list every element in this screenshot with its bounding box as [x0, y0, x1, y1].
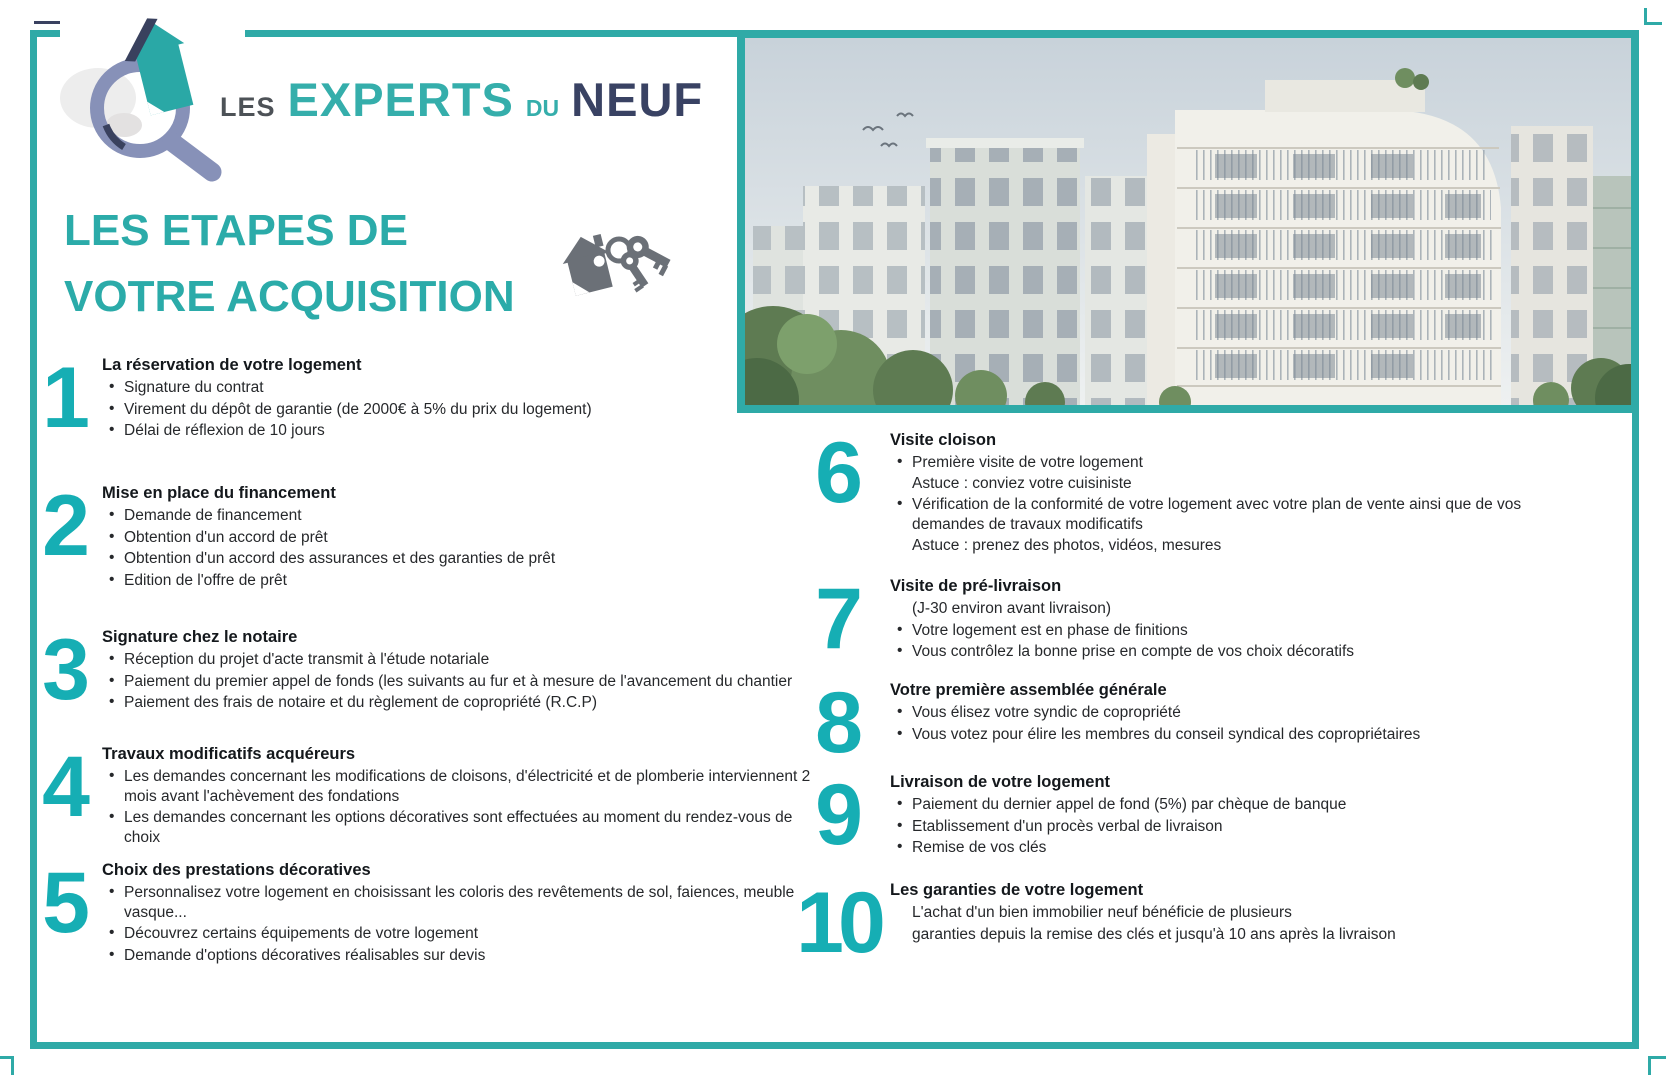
step-item: • Edition de l'offre de prêt — [102, 571, 555, 591]
step-item: • Première visite de votre logement Astuce : conviez votre cuisiniste — [890, 453, 1552, 493]
step-item: • Vérification de la conformité de votre logement avec votre plan de vente ainsi que de vos demandes de travaux modificatifs Astuce : prenez des photos, vidéos, mesures — [890, 495, 1552, 555]
step-body — [890, 577, 1354, 664]
step-item-note: Astuce : conviez votre cuisiniste — [912, 474, 1132, 492]
step-items — [890, 453, 1552, 555]
house-keys-icon — [556, 220, 674, 302]
step-item: • Remise de vos clés — [890, 838, 1346, 858]
step — [796, 875, 1396, 971]
step-body — [890, 881, 1396, 958]
step-item: • Signature du contrat — [102, 378, 592, 398]
step-item: • Vous contrôlez la bonne prise en compte de vos choix décoratifs — [890, 642, 1354, 662]
step-title: Votre première assemblée générale — [890, 681, 1167, 699]
step-item: • Paiement des frais de notaire et du règlement de copropriété (R.C.P) — [102, 693, 792, 713]
step-items — [890, 599, 1354, 662]
step-body — [890, 431, 1552, 557]
step-number: 8 — [815, 675, 861, 771]
step — [34, 350, 592, 446]
step-item: • Votre logement est en phase de finitions — [890, 621, 1354, 641]
step-item: • Les demandes concernant les options décoratives sont effectuées au moment du rendez-vous de choix — [102, 808, 819, 847]
step-items — [890, 903, 1396, 944]
step-item: garanties depuis la remise des clés et jusqu'à 10 ans après la livraison — [912, 925, 1396, 943]
step-item: • Demande d'options décoratives réalisables sur devis — [102, 946, 819, 966]
step-item: • Réception du projet d'acte transmit à l'étude notariale — [102, 650, 792, 670]
step — [34, 478, 556, 593]
step-items — [102, 378, 592, 441]
step-title: Mise en place du financement — [102, 484, 336, 502]
page-title-line2: VOTRE ACQUISITION — [64, 272, 515, 321]
step-number: 2 — [42, 478, 88, 574]
step-item: • Paiement du dernier appel de fond (5%) par chèque de banque — [890, 795, 1346, 815]
step-items — [102, 883, 819, 966]
step — [34, 855, 819, 968]
step-item: • Vous votez pour élire les membres du conseil syndical des copropriétaires — [890, 725, 1420, 745]
step — [796, 675, 1421, 771]
step-number: 6 — [815, 425, 861, 521]
step-body — [102, 628, 792, 715]
step-title: Signature chez le notaire — [102, 628, 298, 646]
logo-word-les: LES — [220, 92, 276, 122]
magnifier-house-icon — [60, 0, 245, 188]
step-body — [890, 681, 1420, 758]
building-photo — [737, 30, 1639, 413]
step-item-note: Astuce : prenez des photos, vidéos, mesures — [912, 536, 1222, 554]
step-number: 1 — [42, 350, 88, 446]
step-number: 10 — [796, 875, 880, 971]
logo-word-neuf: NEUF — [571, 73, 704, 126]
step-item: L'achat d'un bien immobilier neuf bénéficie de plusieurs — [912, 904, 1292, 921]
step-items — [102, 650, 792, 713]
step-items — [890, 703, 1420, 744]
step-number: 4 — [42, 739, 88, 835]
step-body — [102, 745, 819, 850]
logo — [220, 72, 703, 127]
step-title: Choix des prestations décoratives — [102, 861, 371, 879]
step-items — [102, 767, 819, 848]
step-body — [102, 356, 592, 443]
step-item: • Personnalisez votre logement en choisissant les coloris des revêtements de sol, faiences, meuble vasque... — [102, 883, 819, 922]
step — [796, 571, 1355, 667]
step-title: Visite cloison — [890, 431, 997, 449]
step-body — [102, 484, 555, 593]
corner-bracket-bottom-left — [0, 1056, 14, 1075]
step-title: La réservation de votre logement — [102, 356, 362, 374]
step-item: • Virement du dépôt de garantie (de 2000€ à 5% du prix du logement) — [102, 400, 592, 420]
step-body — [890, 773, 1346, 860]
step-title: Visite de pré-livraison — [890, 577, 1062, 595]
step — [34, 739, 819, 850]
step-item: • Paiement du premier appel de fonds (les suivants au fur et à mesure de l'avancement du chantier — [102, 672, 792, 692]
corner-bracket-top-right — [1644, 8, 1662, 25]
step — [34, 622, 793, 718]
step-item: • Etablissement d'un procès verbal de livraison — [890, 817, 1346, 837]
step-item: • Les demandes concernant les modifications de cloisons, d'électricité et de plomberie interviennent 2 mois avant l'achèvement des fondations — [102, 767, 819, 806]
step-item: • Découvrez certains équipements de votre logement — [102, 924, 819, 944]
step-item: (J-30 environ avant livraison) — [912, 600, 1112, 617]
step-title: Travaux modificatifs acquéreurs — [102, 745, 356, 763]
step-number: 7 — [815, 571, 861, 667]
logo-word-experts: EXPERTS — [287, 73, 514, 126]
logo-word-du: DU — [525, 95, 560, 121]
step-item: • Demande de financement — [102, 506, 555, 526]
step-body — [102, 861, 819, 968]
step-items — [102, 506, 555, 591]
step-item: • Obtention d'un accord de prêt — [102, 528, 555, 548]
step-title: Livraison de votre logement — [890, 773, 1111, 791]
step-number: 3 — [42, 622, 88, 718]
step-title: Les garanties de votre logement — [890, 881, 1144, 899]
step — [796, 425, 1552, 557]
page-title — [64, 198, 515, 330]
step — [796, 767, 1347, 863]
step-number: 9 — [815, 767, 861, 863]
step-item: • Obtention d'un accord des assurances et des garanties de prêt — [102, 549, 555, 569]
step-item: • Vous élisez votre syndic de copropriété — [890, 703, 1420, 723]
step-item: • Délai de réflexion de 10 jours — [102, 421, 592, 441]
step-items — [890, 795, 1346, 858]
step-number: 5 — [42, 855, 88, 951]
page-title-line1: LES ETAPES DE — [64, 206, 408, 255]
corner-bracket-bottom-right — [1648, 1056, 1666, 1075]
